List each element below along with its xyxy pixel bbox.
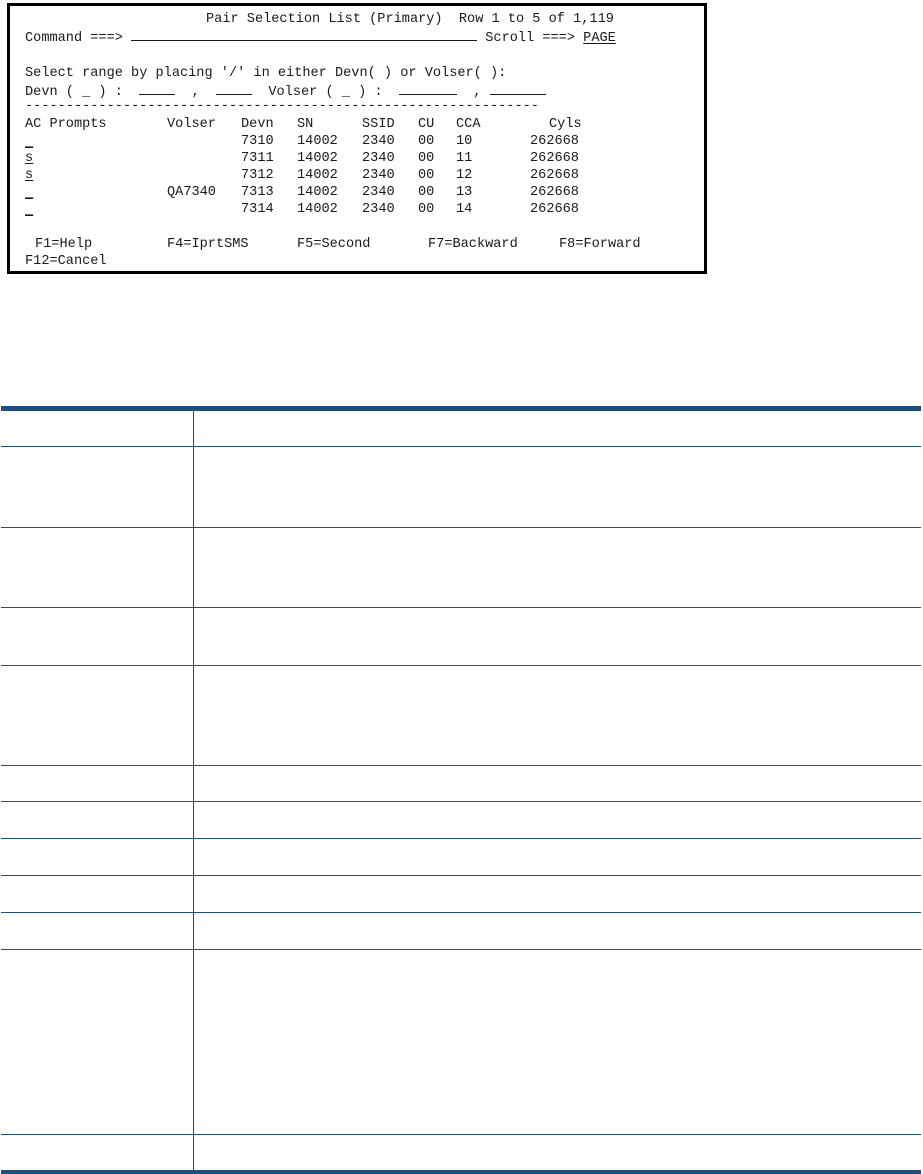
table-cell — [194, 950, 922, 1135]
devn-from-input[interactable] — [139, 82, 175, 95]
row-sn: 14002 — [297, 185, 338, 200]
table-cell — [1, 950, 194, 1135]
row-devn: 7312 — [241, 168, 274, 183]
row-cyls: 262668 — [530, 185, 579, 200]
scroll-label: Scroll ===> — [485, 31, 575, 46]
volser-range-label: Volser ( _ ) : — [268, 85, 383, 100]
range-separator: , — [473, 85, 482, 100]
separator-line: --------------------------------------------------------------- — [25, 99, 539, 114]
row-ssid: 2340 — [362, 202, 395, 217]
table-row — [1, 766, 921, 802]
row-cca: 10 — [456, 134, 473, 149]
command-label: Command ===> — [25, 31, 123, 46]
table-cell — [1, 666, 194, 766]
table-cell — [194, 411, 922, 447]
pair-selection-panel — [7, 3, 707, 274]
row-cu: 00 — [418, 202, 435, 217]
col-header-ssid: SSID — [362, 117, 395, 132]
row-devn: 7311 — [241, 151, 274, 166]
row-sn: 14002 — [297, 202, 338, 217]
fkey-help[interactable]: F1=Help — [35, 237, 93, 252]
table-cell — [1, 802, 194, 839]
row-cyls: 262668 — [530, 151, 579, 166]
col-header-cca: CCA — [456, 117, 481, 132]
col-header-cu: CU — [418, 117, 435, 132]
table-cell — [194, 766, 922, 802]
table-cell — [1, 608, 194, 666]
devn-to-input[interactable] — [216, 82, 252, 95]
fkey-second[interactable]: F5=Second — [297, 237, 371, 252]
table-row — [1, 802, 921, 839]
table-cell — [194, 839, 922, 876]
table-row — [1, 950, 921, 1135]
row-cca: 13 — [456, 185, 473, 200]
table-cell — [194, 1135, 922, 1172]
table-cell — [1, 839, 194, 876]
range-instruction: Select range by placing '/' in either Devn( ) or Volser( ): — [25, 66, 507, 81]
table-row — [1, 913, 921, 950]
row-devn: 7310 — [241, 134, 274, 149]
table-cell — [1, 447, 194, 528]
col-header-volser: Volser — [167, 117, 216, 132]
col-header-sn: SN — [297, 117, 314, 132]
table-header-row — [1, 411, 921, 447]
row-ssid: 2340 — [362, 134, 395, 149]
table-row — [1, 876, 921, 913]
table-cell — [1, 766, 194, 802]
col-header-devn: Devn — [241, 117, 274, 132]
row-action-input[interactable]: s — [25, 168, 34, 183]
table-cell — [194, 802, 922, 839]
col-header-ac-prompts: AC Prompts — [25, 117, 107, 132]
scroll-value-field[interactable]: PAGE — [583, 31, 616, 46]
row-ssid: 2340 — [362, 168, 395, 183]
table-cell — [1, 876, 194, 913]
row-volser: QA7340 — [167, 185, 216, 200]
range-separator: , — [191, 85, 200, 100]
fkey-forward[interactable]: F8=Forward — [559, 237, 641, 252]
row-action-input[interactable]: _ — [25, 203, 34, 218]
row-sn: 14002 — [297, 168, 338, 183]
table-row — [1, 839, 921, 876]
table-cell — [194, 876, 922, 913]
table-cell — [194, 666, 922, 766]
row-cu: 00 — [418, 168, 435, 183]
row-cca: 12 — [456, 168, 473, 183]
row-cyls: 262668 — [530, 202, 579, 217]
table-row — [1, 528, 921, 608]
table-cell — [194, 913, 922, 950]
table-row — [1, 447, 921, 528]
table-cell — [194, 528, 922, 608]
table-cell — [1, 1135, 194, 1172]
table-row — [1, 1135, 921, 1172]
row-action-input[interactable]: _ — [25, 186, 34, 201]
command-input[interactable] — [131, 28, 477, 41]
table-row — [1, 666, 921, 766]
row-action-input[interactable]: _ — [25, 135, 34, 150]
row-cu: 00 — [418, 151, 435, 166]
row-cca: 14 — [456, 202, 473, 217]
table-cell — [194, 608, 922, 666]
table-cell — [1, 913, 194, 950]
row-devn: 7313 — [241, 185, 274, 200]
volser-from-input[interactable] — [399, 82, 457, 95]
fkey-cancel[interactable]: F12=Cancel — [25, 254, 107, 269]
command-line — [25, 28, 616, 47]
panel-title: Pair Selection List (Primary) Row 1 to 5 of 1,119 — [206, 12, 614, 27]
row-action-input[interactable]: s — [25, 151, 34, 166]
row-sn: 14002 — [297, 151, 338, 166]
devn-range-label: Devn ( _ ) : — [25, 85, 123, 100]
row-devn: 7314 — [241, 202, 274, 217]
row-cu: 00 — [418, 185, 435, 200]
row-cca: 11 — [456, 151, 473, 166]
fkey-iprtsms[interactable]: F4=IprtSMS — [167, 237, 249, 252]
row-cyls: 262668 — [530, 134, 579, 149]
fkey-backward[interactable]: F7=Backward — [428, 237, 518, 252]
row-sn: 14002 — [297, 134, 338, 149]
row-cu: 00 — [418, 134, 435, 149]
table-cell — [1, 411, 194, 447]
field-description-table — [1, 406, 921, 1174]
table-row — [1, 608, 921, 666]
col-header-cyls: Cyls — [549, 117, 582, 132]
table-cell — [1, 528, 194, 608]
row-ssid: 2340 — [362, 151, 395, 166]
row-cyls: 262668 — [530, 168, 579, 183]
volser-to-input[interactable] — [490, 82, 546, 95]
table-cell — [194, 447, 922, 528]
row-ssid: 2340 — [362, 185, 395, 200]
